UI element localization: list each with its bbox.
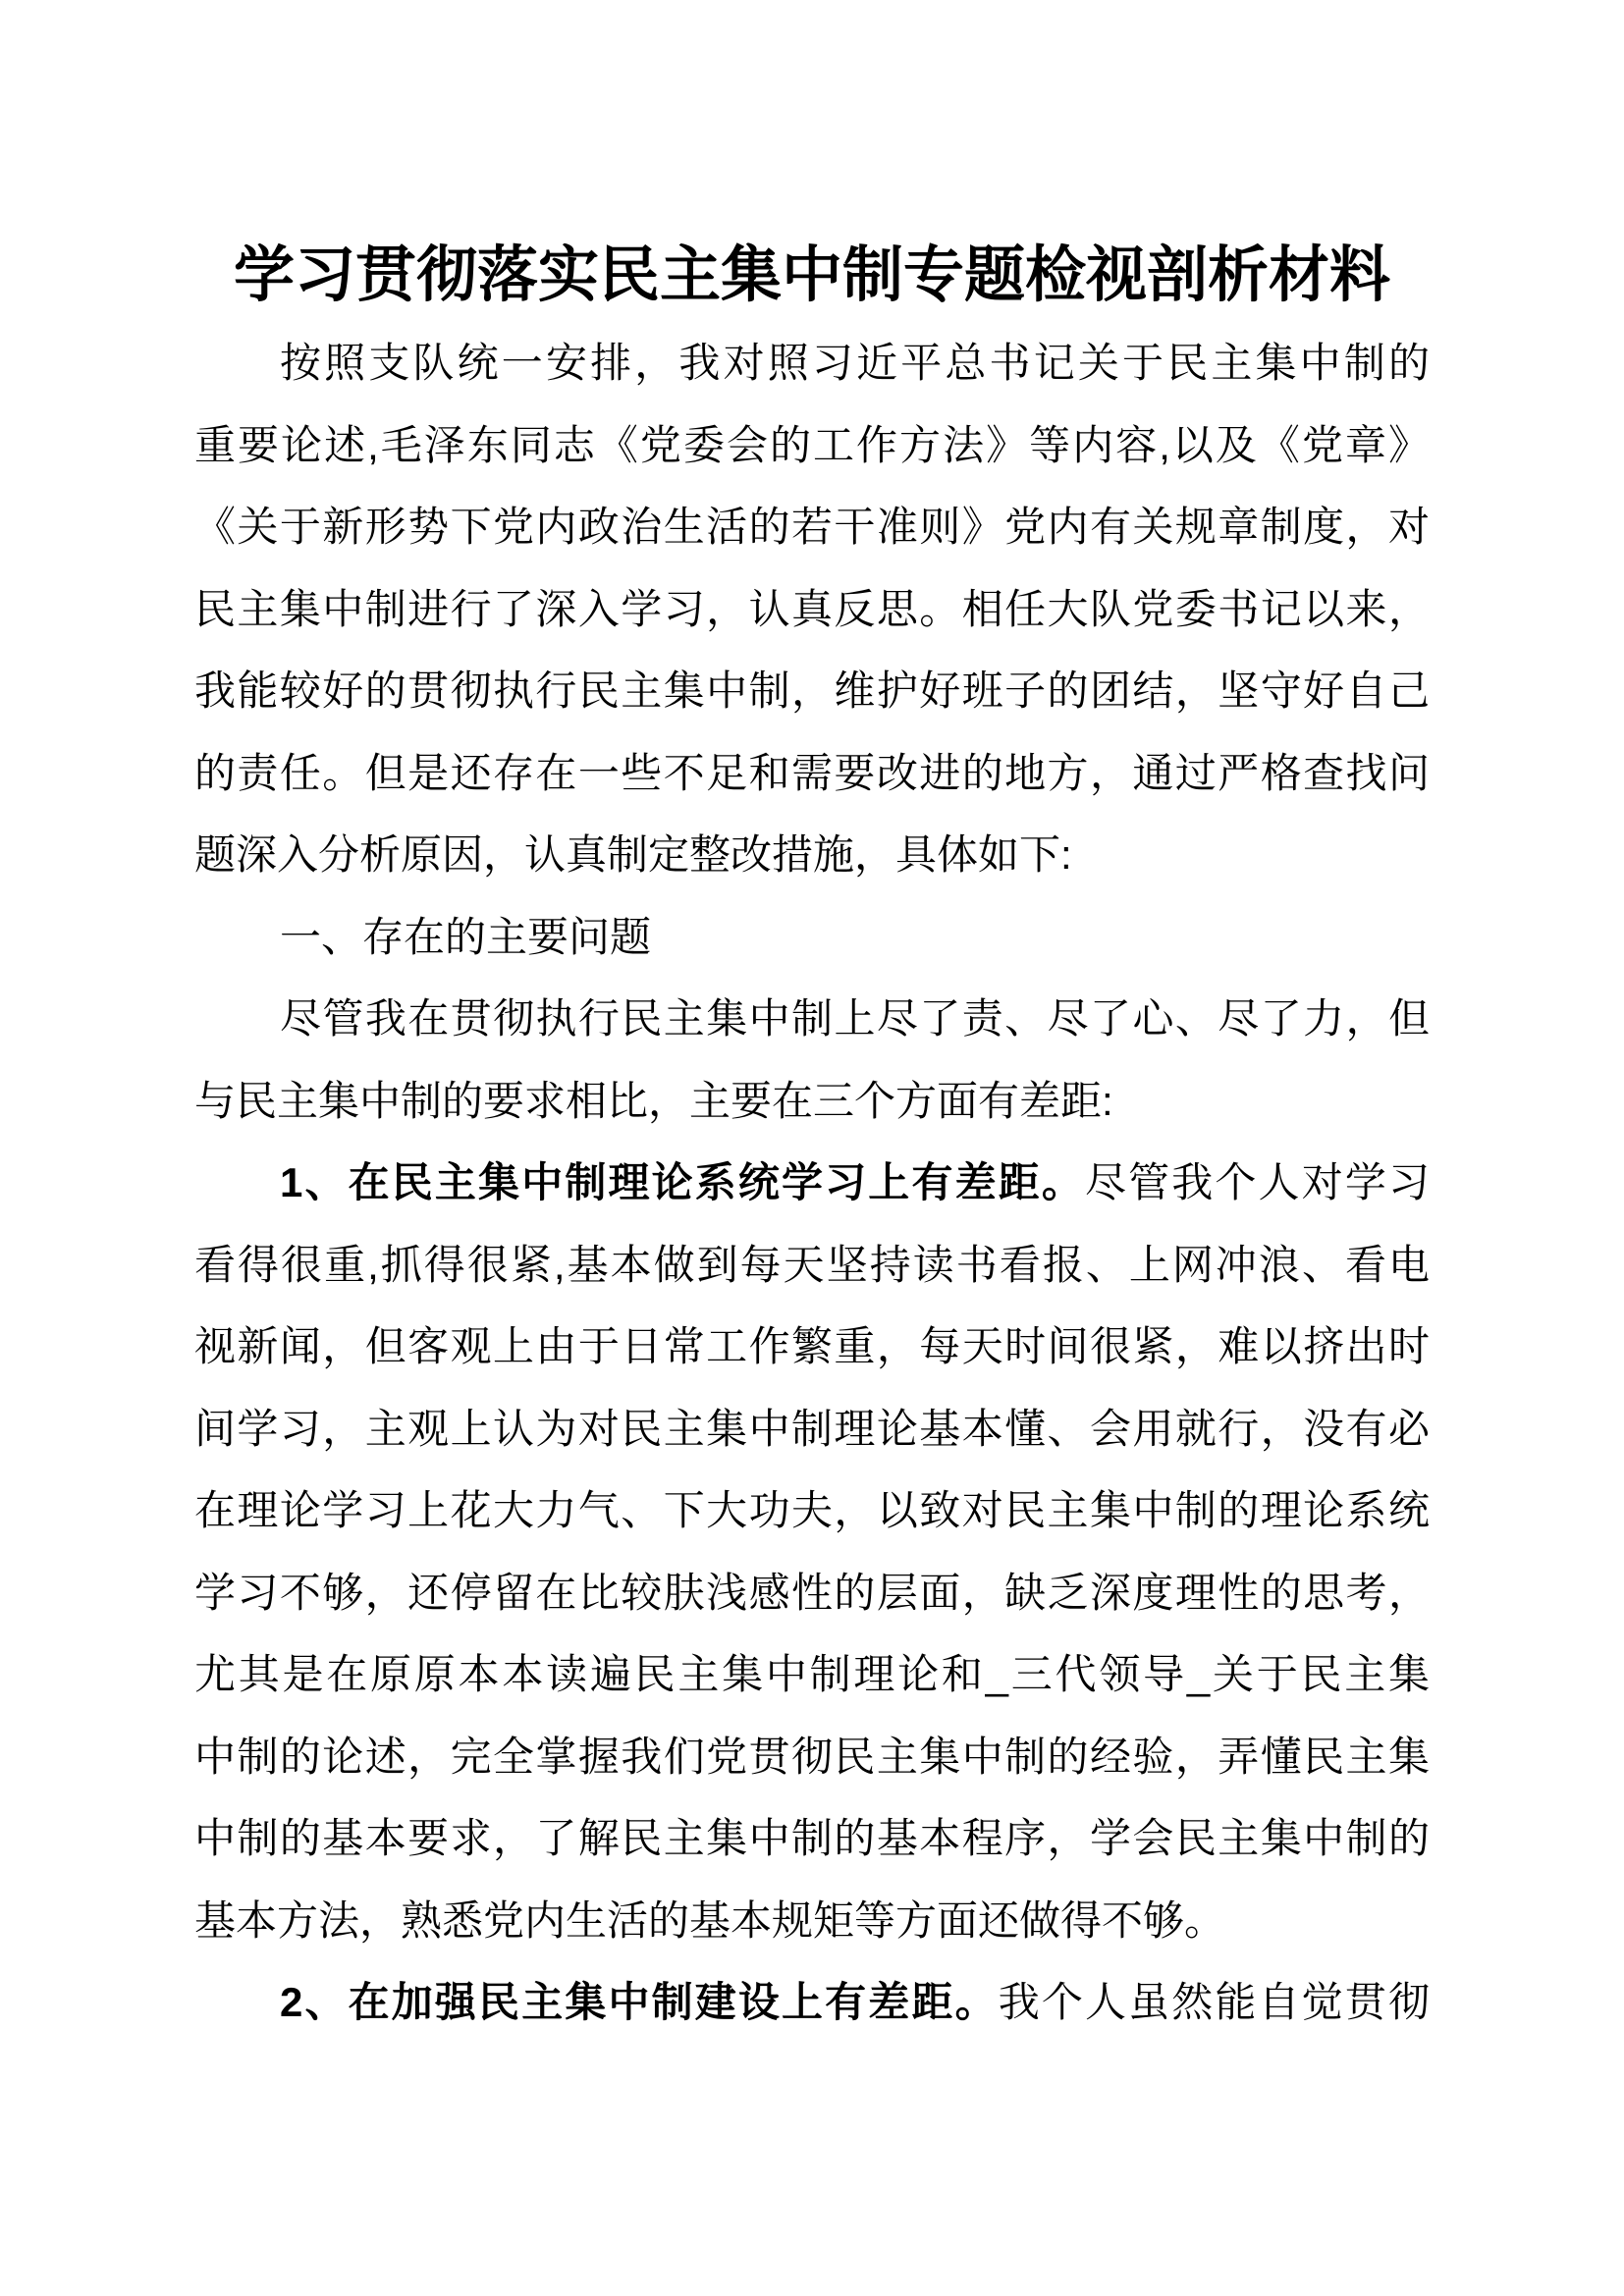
text-run: 重要论述,毛泽东同志《党委会的工作方法》等内容,以及《党章》 <box>194 421 1430 468</box>
text-line <box>194 1880 1430 1962</box>
text-run: 间学习，主观上认为对民主集中制理论基本懂、会用就行，没有必 <box>194 1405 1430 1452</box>
text-run: 学习不够，还停留在比较肤浅感性的层面，缺乏深度理性的思考， <box>194 1569 1430 1616</box>
text-line <box>194 814 1430 896</box>
text-line <box>194 1388 1430 1470</box>
text-line <box>194 486 1430 568</box>
text-line <box>194 1060 1430 1143</box>
text-line <box>194 732 1430 815</box>
text-line <box>194 404 1430 487</box>
text-run: 中制的论述，完全掌握我们党贯彻民主集中制的经验，弄懂民主集 <box>194 1733 1430 1780</box>
text-run: 视新闻，但客观上由于日常工作繁重，每天时间很紧，难以挤出时 <box>194 1323 1430 1369</box>
text-run: 题深入分析原因，认真制定整改措施，具体如下: <box>194 831 1072 878</box>
text-run: 我能较好的贯彻执行民主集中制，维护好班子的团结，坚守好自己 <box>194 667 1430 714</box>
text-line <box>194 1552 1430 1634</box>
text-run: 尽管我个人对学习 <box>1085 1159 1430 1205</box>
document-title: 学习贯彻落实民主集中制专题检视剖析材料 <box>233 241 1390 309</box>
text-run: 中制的基本要求，了解民主集中制的基本程序，学会民主集中制的 <box>194 1815 1430 1861</box>
text-run: 与民主集中制的要求相比，主要在三个方面有差距: <box>194 1077 1113 1124</box>
text-run: 尤其是在原原本本读遍民主集中制理论和_三代领导_关于民主集 <box>194 1651 1430 1697</box>
text-line <box>194 650 1430 732</box>
bold-text-run: 1、在民主集中制理论系统学习上有差距。 <box>280 1159 1085 1205</box>
text-lines <box>194 322 1430 2044</box>
text-line <box>194 896 1430 979</box>
text-line <box>194 568 1430 651</box>
text-line <box>194 1306 1430 1388</box>
text-line <box>194 1469 1430 1552</box>
text-run: 我个人虽然能自觉贯彻 <box>998 1979 1430 2025</box>
text-run: 按照支队统一安排，我对照习近平总书记关于民主集中制的 <box>280 340 1430 386</box>
text-run: 尽管我在贯彻执行民主集中制上尽了责、尽了心、尽了力，但 <box>280 995 1430 1041</box>
text-run: 基本方法，熟悉党内生活的基本规矩等方面还做得不够。 <box>194 1896 1226 1944</box>
text-line <box>194 1961 1430 2044</box>
text-run: 看得很重,抓得很紧,基本做到每天坚持读书看报、上网冲浪、看电 <box>194 1241 1430 1288</box>
text-line <box>194 1797 1430 1880</box>
text-line <box>194 1633 1430 1716</box>
text-run: 一、存在的主要问题 <box>280 913 652 960</box>
text-line <box>194 1224 1430 1307</box>
text-line <box>194 1716 1430 1798</box>
bold-text-run: 2、在加强民主集中制建设上有差距。 <box>280 1979 999 2025</box>
text-run: 在理论学习上花大力气、下大功夫，以致对民主集中制的理论系统 <box>194 1487 1430 1533</box>
text-line <box>194 1142 1430 1224</box>
text-run: 的责任。但是还存在一些不足和需要改进的地方，通过严格查找问 <box>194 749 1430 796</box>
text-line <box>194 978 1430 1060</box>
text-run: 民主集中制进行了深入学习，认真反思。相任大队党委书记以来， <box>194 585 1430 632</box>
text-line <box>194 322 1430 404</box>
text-run: 《关于新形势下党内政治生活的若干准则》党内有关规章制度，对 <box>194 504 1430 550</box>
